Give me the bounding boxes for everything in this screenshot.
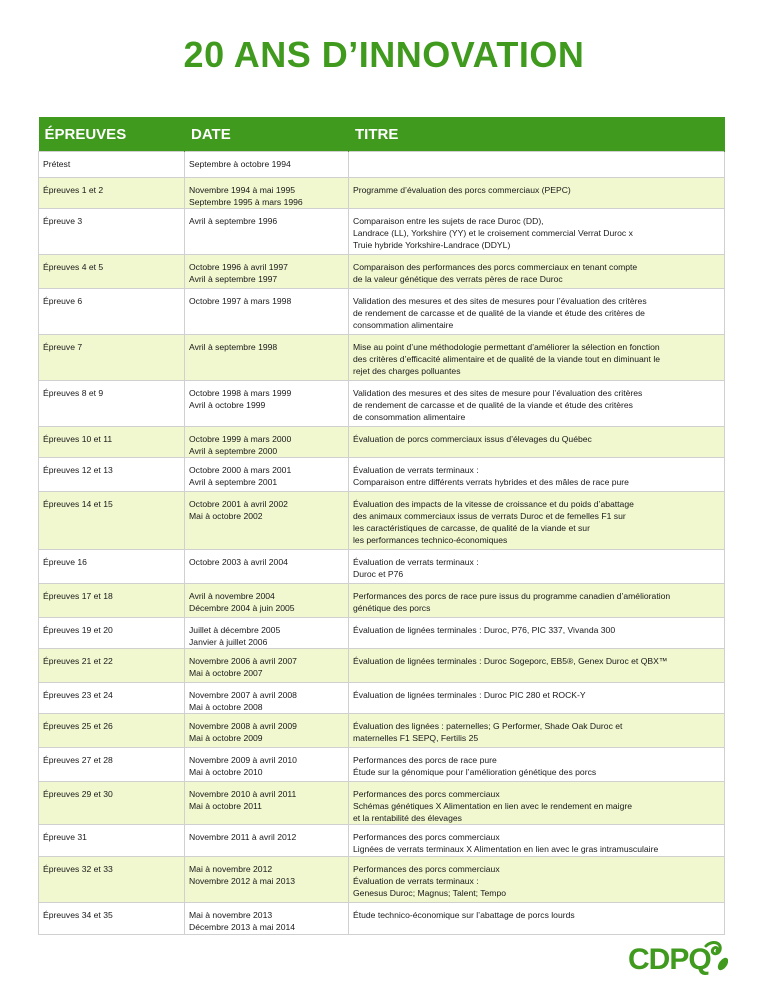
cell-titre: Évaluation de porcs commerciaux issus d’élevages du Québec bbox=[349, 427, 725, 458]
table-row bbox=[39, 825, 725, 857]
cell-titre: Évaluation des lignées : paternelles; G Performer, Shade Oak Duroc et maternelles F1 SEPQ, Fertilis 25 bbox=[349, 714, 725, 748]
table-row bbox=[39, 178, 725, 209]
cell-date: Septembre à octobre 1994 bbox=[185, 152, 349, 178]
table-row bbox=[39, 857, 725, 903]
cell-titre: Performances des porcs de race pure issus du programme canadien d’amélioration génétique des porcs bbox=[349, 584, 725, 618]
cell-epreuve: Épreuves 21 et 22 bbox=[39, 649, 185, 683]
cell-titre: Mise au point d’une méthodologie permettant d’améliorer la sélection en fonction des critères d’efficacité alimentaire et de qualité de la viande tout en diminuant le rejet des charges polluantes bbox=[349, 335, 725, 381]
cell-epreuve: Épreuves 25 et 26 bbox=[39, 714, 185, 748]
table-row bbox=[39, 458, 725, 492]
table-row bbox=[39, 683, 725, 714]
header-epreuves: ÉPREUVES bbox=[39, 117, 185, 152]
cell-epreuve: Épreuves 4 et 5 bbox=[39, 255, 185, 289]
table-row bbox=[39, 152, 725, 178]
table-row bbox=[39, 381, 725, 427]
cell-epreuve: Épreuve 31 bbox=[39, 825, 185, 857]
table-row bbox=[39, 714, 725, 748]
logo-text: CDPQ bbox=[628, 943, 711, 976]
cell-epreuve: Épreuves 1 et 2 bbox=[39, 178, 185, 209]
cell-date: Novembre 2009 à avril 2010 Mai à octobre 2010 bbox=[185, 748, 349, 782]
cell-date: Novembre 1994 à mai 1995 Septembre 1995 à mars 1996 bbox=[185, 178, 349, 209]
cell-epreuve: Épreuves 34 et 35 bbox=[39, 903, 185, 935]
table-row bbox=[39, 335, 725, 381]
table-row bbox=[39, 903, 725, 935]
cell-titre: Comparaison des performances des porcs commerciaux en tenant compte de la valeur génétique des verrats pères de race Duroc bbox=[349, 255, 725, 289]
cell-titre: Évaluation de lignées terminales : Duroc PIC 280 et ROCK-Y bbox=[349, 683, 725, 714]
cell-date: Octobre 1998 à mars 1999 Avril à octobre 1999 bbox=[185, 381, 349, 427]
cell-date: Octobre 2000 à mars 2001 Avril à septembre 2001 bbox=[185, 458, 349, 492]
cell-date: Mai à novembre 2012 Novembre 2012 à mai 2013 bbox=[185, 857, 349, 903]
table-row bbox=[39, 289, 725, 335]
cell-date: Octobre 2003 à avril 2004 bbox=[185, 550, 349, 584]
cell-date: Juillet à décembre 2005 Janvier à juillet 2006 bbox=[185, 618, 349, 649]
cell-date: Novembre 2006 à avril 2007 Mai à octobre 2007 bbox=[185, 649, 349, 683]
cell-epreuve: Épreuves 32 et 33 bbox=[39, 857, 185, 903]
cell-date: Novembre 2011 à avril 2012 bbox=[185, 825, 349, 857]
cell-date: Octobre 1996 à avril 1997 Avril à septembre 1997 bbox=[185, 255, 349, 289]
cell-epreuve: Épreuves 19 et 20 bbox=[39, 618, 185, 649]
cell-date: Novembre 2008 à avril 2009 Mai à octobre 2009 bbox=[185, 714, 349, 748]
table-row bbox=[39, 748, 725, 782]
table-row bbox=[39, 649, 725, 683]
cell-epreuve: Épreuves 10 et 11 bbox=[39, 427, 185, 458]
cell-titre: Performances des porcs commerciaux Lignées de verrats terminaux X Alimentation en lien avec le gras intramusculaire bbox=[349, 825, 725, 857]
cell-epreuve: Épreuve 6 bbox=[39, 289, 185, 335]
cell-titre: Évaluation de lignées terminales : Duroc, P76, PIC 337, Vivanda 300 bbox=[349, 618, 725, 649]
cell-titre: Validation des mesures et des sites de mesure pour l’évaluation des critères de rendement de carcasse et de qualité de la viande et étude des critères de consommation alimentaire bbox=[349, 381, 725, 427]
cell-epreuve: Épreuve 7 bbox=[39, 335, 185, 381]
cell-epreuve: Épreuves 8 et 9 bbox=[39, 381, 185, 427]
cell-date: Avril à novembre 2004 Décembre 2004 à juin 2005 bbox=[185, 584, 349, 618]
cell-epreuve: Épreuves 29 et 30 bbox=[39, 782, 185, 825]
cell-epreuve: Prétest bbox=[39, 152, 185, 178]
cell-titre: Évaluation de verrats terminaux : Duroc et P76 bbox=[349, 550, 725, 584]
cdpq-logo bbox=[628, 938, 728, 978]
cell-titre: Comparaison entre les sujets de race Duroc (DD), Landrace (LL), Yorkshire (YY) et le croisement commercial Verrat Duroc x Truie hybride Yorkshire-Landrace (DDYL) bbox=[349, 209, 725, 255]
cell-titre: Performances des porcs commerciaux Schémas génétiques X Alimentation en lien avec le rendement en maigre et la rentabilité des élevages bbox=[349, 782, 725, 825]
header-date: DATE bbox=[185, 117, 349, 152]
table-row bbox=[39, 782, 725, 825]
cell-epreuve: Épreuve 3 bbox=[39, 209, 185, 255]
cell-titre: Performances des porcs de race pure Étude sur la génomique pour l’amélioration génétique des porcs bbox=[349, 748, 725, 782]
cell-titre bbox=[349, 152, 725, 178]
table-body bbox=[39, 152, 725, 935]
cell-titre: Évaluation des impacts de la vitesse de croissance et du poids d’abattage des animaux commerciaux issus de verrats Duroc et de femelles F1 sur les caractéristiques de carcasse, de qualité de la viande et sur les performances technico-économiques bbox=[349, 492, 725, 550]
cell-epreuve: Épreuves 12 et 13 bbox=[39, 458, 185, 492]
cell-date: Octobre 2001 à avril 2002 Mai à octobre 2002 bbox=[185, 492, 349, 550]
cell-titre: Évaluation de verrats terminaux : Comparaison entre différents verrats hybrides et des mâles de race pure bbox=[349, 458, 725, 492]
cell-titre: Étude technico-économique sur l’abattage de porcs lourds bbox=[349, 903, 725, 935]
page-title: 20 ANS D’INNOVATION bbox=[183, 34, 585, 75]
innovation-table bbox=[38, 117, 725, 935]
table-row bbox=[39, 550, 725, 584]
cell-date: Avril à septembre 1996 bbox=[185, 209, 349, 255]
cell-titre: Programme d’évaluation des porcs commerciaux (PEPC) bbox=[349, 178, 725, 209]
cell-titre: Performances des porcs commerciaux Évaluation de verrats terminaux : Genesus Duroc; Magnus; Talent; Tempo bbox=[349, 857, 725, 903]
cell-epreuve: Épreuve 16 bbox=[39, 550, 185, 584]
table-header bbox=[39, 117, 725, 152]
cell-titre: Validation des mesures et des sites de mesures pour l’évaluation des critères de rendement de carcasse et de qualité de la viande et étude des critères de consommation alimentaire bbox=[349, 289, 725, 335]
cell-date: Octobre 1999 à mars 2000 Avril à septembre 2000 bbox=[185, 427, 349, 458]
cell-date: Octobre 1997 à mars 1998 bbox=[185, 289, 349, 335]
cell-epreuve: Épreuves 23 et 24 bbox=[39, 683, 185, 714]
cell-date: Mai à novembre 2013 Décembre 2013 à mai 2014 bbox=[185, 903, 349, 935]
table-row bbox=[39, 584, 725, 618]
cell-date: Avril à septembre 1998 bbox=[185, 335, 349, 381]
table-row bbox=[39, 209, 725, 255]
table-row bbox=[39, 255, 725, 289]
cell-epreuve: Épreuves 27 et 28 bbox=[39, 748, 185, 782]
logo-leaf-icon bbox=[716, 956, 728, 972]
cell-date: Novembre 2007 à avril 2008 Mai à octobre 2008 bbox=[185, 683, 349, 714]
table-row bbox=[39, 427, 725, 458]
cell-titre: Évaluation de lignées terminales : Duroc Sogeporc, EB5®, Genex Duroc et QBX™ bbox=[349, 649, 725, 683]
cell-epreuve: Épreuves 14 et 15 bbox=[39, 492, 185, 550]
cell-date: Novembre 2010 à avril 2011 Mai à octobre 2011 bbox=[185, 782, 349, 825]
cell-epreuve: Épreuves 17 et 18 bbox=[39, 584, 185, 618]
table-row bbox=[39, 492, 725, 550]
header-titre: TITRE bbox=[349, 117, 725, 152]
table-row bbox=[39, 618, 725, 649]
